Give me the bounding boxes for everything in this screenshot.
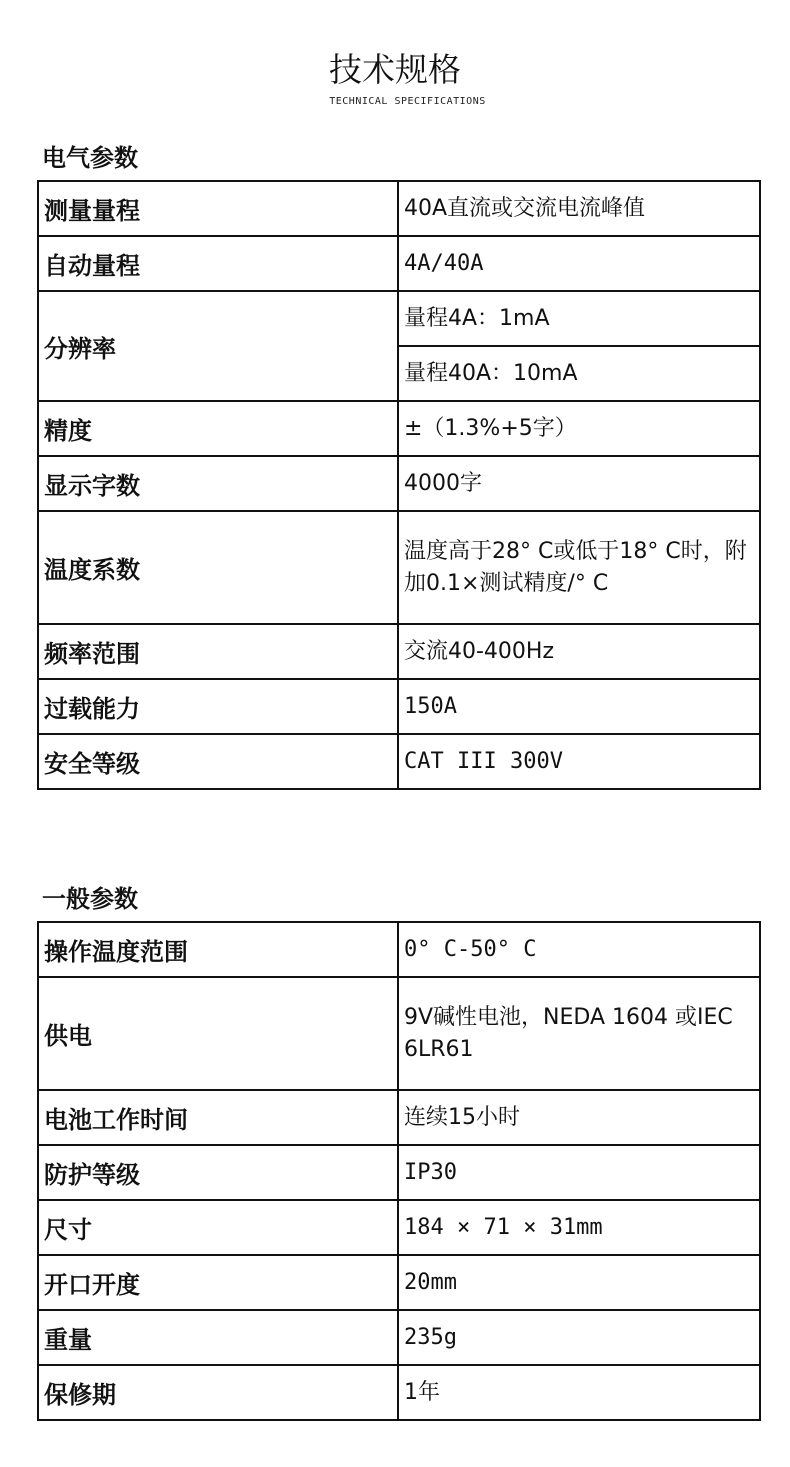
table-row <box>38 1310 760 1365</box>
spec-label: 尺寸 <box>38 1200 398 1255</box>
spec-value: 9V碱性电池，NEDA 1604 或IEC 6LR61 <box>398 977 760 1090</box>
table-row <box>38 1200 760 1255</box>
section-heading-general: 一般参数 <box>42 885 138 913</box>
spec-value: 40A直流或交流电流峰值 <box>398 181 760 236</box>
spec-value: 交流40-400Hz <box>398 624 760 679</box>
table-row <box>38 291 760 346</box>
table-row <box>38 1145 760 1200</box>
spec-label: 操作温度范围 <box>38 922 398 977</box>
page-title: 技术规格 <box>329 50 461 89</box>
spec-label: 分辨率 <box>38 291 398 401</box>
spec-label: 测量量程 <box>38 181 398 236</box>
spec-label: 重量 <box>38 1310 398 1365</box>
table-row <box>38 1255 760 1310</box>
general-spec-table <box>37 921 761 1421</box>
spec-label: 开口开度 <box>38 1255 398 1310</box>
table-row <box>38 624 760 679</box>
spec-label: 保修期 <box>38 1365 398 1420</box>
spec-value: 4A/40A <box>398 236 760 291</box>
spec-value: 量程4A：1mA <box>398 291 760 346</box>
page-subtitle: TECHNICAL SPECIFICATIONS <box>329 96 486 107</box>
spec-value: 4000字 <box>398 456 760 511</box>
spec-value: IP30 <box>398 1145 760 1200</box>
table-row <box>38 922 760 977</box>
table-row <box>38 734 760 789</box>
table-row <box>38 401 760 456</box>
spec-value: ±（1.3%+5字） <box>398 401 760 456</box>
spec-value: 量程40A：10mA <box>398 346 760 401</box>
electrical-spec-table <box>37 180 761 790</box>
table-row <box>38 1365 760 1420</box>
spec-value: CAT III 300V <box>398 734 760 789</box>
spec-label: 精度 <box>38 401 398 456</box>
spec-label: 自动量程 <box>38 236 398 291</box>
spec-value: 连续15小时 <box>398 1090 760 1145</box>
spec-label: 防护等级 <box>38 1145 398 1200</box>
spec-value: 0° C-50° C <box>398 922 760 977</box>
spec-label: 显示字数 <box>38 456 398 511</box>
spec-label: 频率范围 <box>38 624 398 679</box>
spec-value: 150A <box>398 679 760 734</box>
table-row <box>38 181 760 236</box>
table-row <box>38 679 760 734</box>
spec-label: 温度系数 <box>38 511 398 624</box>
table-row <box>38 1090 760 1145</box>
table-row <box>38 977 760 1090</box>
table-row <box>38 456 760 511</box>
section-heading-electrical: 电气参数 <box>42 144 138 172</box>
spec-value: 20mm <box>398 1255 760 1310</box>
spec-value: 235g <box>398 1310 760 1365</box>
table-row <box>38 511 760 624</box>
spec-label: 过载能力 <box>38 679 398 734</box>
spec-label: 安全等级 <box>38 734 398 789</box>
table-row <box>38 236 760 291</box>
spec-label: 电池工作时间 <box>38 1090 398 1145</box>
spec-label: 供电 <box>38 977 398 1090</box>
spec-value: 1年 <box>398 1365 760 1420</box>
spec-value: 温度高于28° C或低于18° C时，附加0.1×测试精度/° C <box>398 511 760 624</box>
spec-value: 184 × 71 × 31mm <box>398 1200 760 1255</box>
